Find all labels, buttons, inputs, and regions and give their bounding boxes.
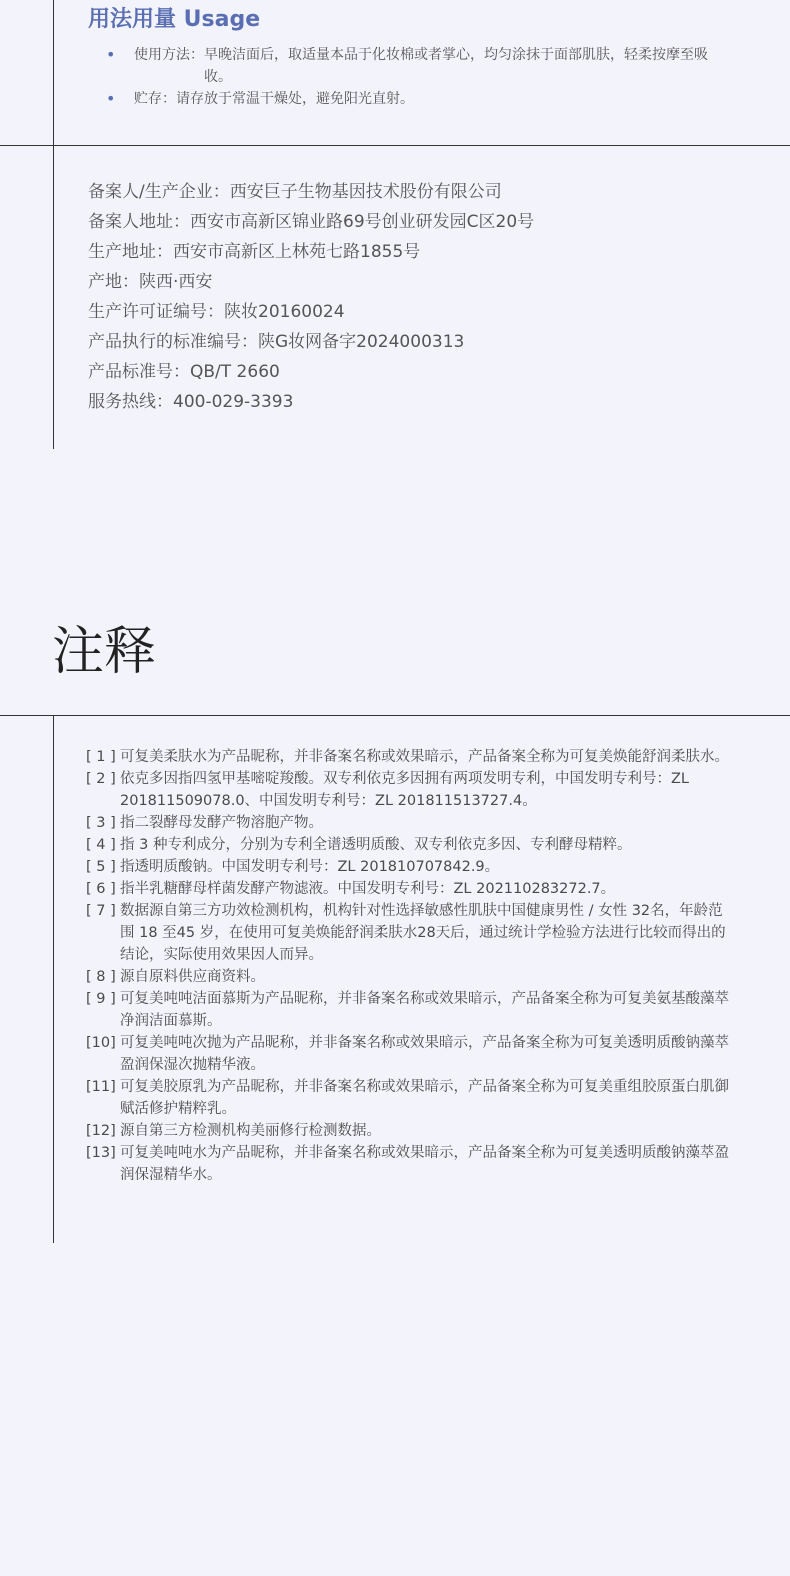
note-item xyxy=(86,834,736,856)
info-registrant: 备案人/生产企业：西安巨子生物基因技术股份有限公司 xyxy=(88,182,502,202)
note-number: [10] xyxy=(86,1035,116,1051)
usage-item-storage xyxy=(104,88,734,110)
note-number: [ 4 ] xyxy=(86,837,116,853)
note-text: 指半乳糖酵母样菌发酵产物滤液。中国发明专利号：ZL 202110283272.7。 xyxy=(120,881,616,897)
usage-item-text: 请存放于常温干燥处，避免阳光直射。 xyxy=(176,91,414,107)
note-item xyxy=(86,900,736,966)
note-item xyxy=(86,812,736,834)
usage-item-label: 使用方法： xyxy=(134,47,204,63)
note-number: [ 2 ] xyxy=(86,771,116,787)
note-item xyxy=(86,768,736,812)
usage-list xyxy=(104,44,734,110)
note-item xyxy=(86,878,736,900)
note-number: [ 5 ] xyxy=(86,859,116,875)
note-number: [12] xyxy=(86,1123,116,1139)
note-number: [ 8 ] xyxy=(86,969,116,985)
note-text: 可复美柔肤水为产品昵称，并非备案名称或效果暗示，产品备案全称为可复美焕能舒润柔肤水。 xyxy=(120,749,729,765)
vertical-rule-bottom xyxy=(53,715,54,1243)
info-production-address: 生产地址：西安市高新区上林苑七路1855号 xyxy=(88,242,421,262)
note-text: 数据源自第三方功效检测机构，机构针对性选择敏感性肌肤中国健康男性 / 女性 32名，年龄范围 18 至45 岁，在使用可复美焕能舒润柔肤水28天后，通过统计学检验方法进行比较而得出的结论，实际使用效果因人而异。 xyxy=(120,903,726,963)
divider-line-1 xyxy=(0,145,790,146)
note-number: [ 7 ] xyxy=(86,903,116,919)
note-text: 可复美胶原乳为产品昵称，并非备案名称或效果暗示，产品备案全称为可复美重组胶原蛋白肌御赋活修护精粹乳。 xyxy=(120,1079,729,1117)
divider-line-2 xyxy=(0,715,790,716)
note-item xyxy=(86,1120,736,1142)
usage-item-method xyxy=(104,44,734,88)
note-item xyxy=(86,1032,736,1076)
usage-item-label: 贮存： xyxy=(134,91,176,107)
note-text: 指透明质酸钠。中国发明专利号：ZL 201810707842.9。 xyxy=(120,859,500,875)
note-item xyxy=(86,966,736,988)
note-number: [ 6 ] xyxy=(86,881,116,897)
note-text: 指 3 种专利成分，分别为专利全谱透明质酸、双专利依克多因、专利酵母精粹。 xyxy=(120,837,632,853)
note-item xyxy=(86,856,736,878)
note-item xyxy=(86,746,736,768)
note-number: [13] xyxy=(86,1145,116,1161)
vertical-rule-top xyxy=(53,0,54,449)
note-number: [ 1 ] xyxy=(86,749,116,765)
usage-item-text: 早晚洁面后，取适量本品于化妆棉或者掌心，均匀涂抹于面部肌肤，轻柔按摩至吸收。 xyxy=(204,47,708,85)
note-text: 可复美吨吨水为产品昵称，并非备案名称或效果暗示，产品备案全称为可复美透明质酸钠藻萃盈润保湿精华水。 xyxy=(120,1145,729,1183)
bullet-icon: • xyxy=(106,89,116,108)
note-item xyxy=(86,1142,736,1186)
note-number: [11] xyxy=(86,1079,116,1095)
info-standard-filing-number: 产品执行的标准编号：陕G妆网备字2024000313 xyxy=(88,332,465,352)
note-text: 指二裂酵母发酵产物溶胞产物。 xyxy=(120,815,323,831)
note-item xyxy=(86,1076,736,1120)
note-text: 源自第三方检测机构美丽修行检测数据。 xyxy=(120,1123,381,1139)
note-text: 可复美吨吨洁面慕斯为产品昵称，并非备案名称或效果暗示，产品备案全称为可复美氨基酸藻萃净润洁面慕斯。 xyxy=(120,991,729,1029)
note-item xyxy=(86,988,736,1032)
info-service-hotline: 服务热线：400-029-3393 xyxy=(88,392,294,412)
usage-title: 用法用量 Usage xyxy=(88,7,261,32)
note-text: 源自原料供应商资料。 xyxy=(120,969,265,985)
note-number: [ 3 ] xyxy=(86,815,116,831)
note-text: 依克多因指四氢甲基嘧啶羧酸。双专利依克多因拥有两项发明专利，中国发明专利号：ZL 201811509078.0、中国发明专利号：ZL 201811513727.4。 xyxy=(120,771,690,809)
info-registrant-address: 备案人地址：西安市高新区锦业路69号创业研发园C区20号 xyxy=(88,212,535,232)
info-product-standard: 产品标准号：QB/T 2660 xyxy=(88,362,280,382)
note-text: 可复美吨吨次抛为产品昵称，并非备案名称或效果暗示，产品备案全称为可复美透明质酸钠藻萃盈润保湿次抛精华液。 xyxy=(120,1035,729,1073)
info-origin: 产地：陕西·西安 xyxy=(88,272,213,292)
note-number: [ 9 ] xyxy=(86,991,116,1007)
notes-heading: 注释 xyxy=(52,622,157,682)
bullet-icon: • xyxy=(106,45,116,64)
product-info-list xyxy=(88,177,534,417)
info-license-number: 生产许可证编号：陕妆20160024 xyxy=(88,302,345,322)
notes-list xyxy=(86,746,736,1186)
